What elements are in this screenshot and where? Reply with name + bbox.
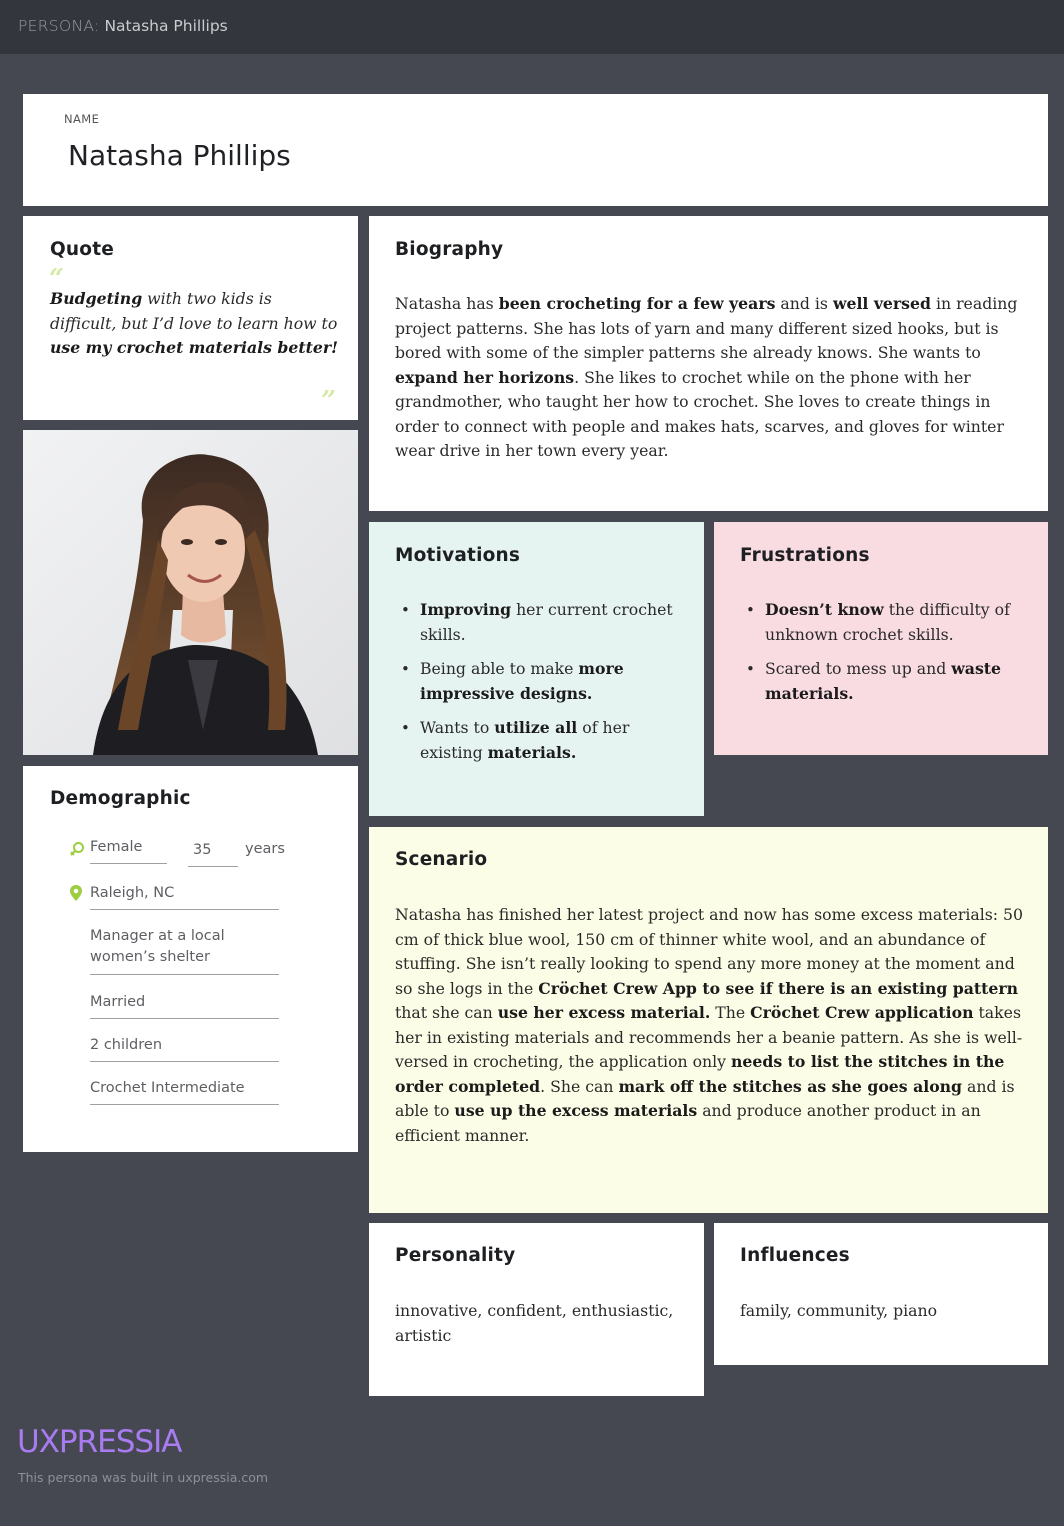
scenario-card (369, 827, 1048, 1213)
open-quote-icon: “ (49, 264, 64, 294)
name-card (23, 94, 1048, 206)
scenario-text[interactable]: Natasha has finished her latest project and now has some excess materials: 50 cm of thick blue wool, 150 cm of thinner white wool, and an abundance of stuffing. She isn’t really looking to spend any more money at the moment and so she logs in the Cröchet Crew App to see if there is an existing pattern that she can use her excess material. The Cröchet Crew application takes her in existing materials and recommends her a beanie pattern. As she is well-versed in crocheting, the application only needs to list the stitches in the order completed. She can mark off the stitches as she goes along and is able to use up the excess materials and produce another product in an efficient manner. (395, 905, 1024, 1145)
list-item[interactable]: • Being able to make more impressive designs. (395, 657, 685, 706)
biography-title: Biography (395, 239, 504, 260)
list-item[interactable]: • Doesn’t know the difficulty of unknown crochet skills. (740, 598, 1030, 647)
gender-field[interactable]: Female (90, 837, 167, 864)
name-label: NAME (64, 112, 100, 126)
location-pin-icon (69, 884, 83, 902)
motivations-title: Motivations (395, 545, 521, 566)
name-value[interactable]: Natasha Phillips (68, 139, 291, 172)
quote-card (23, 216, 358, 420)
uxpressia-logo[interactable]: UXPRESSIA (17, 1424, 182, 1460)
age-unit: years (245, 841, 285, 857)
personality-text[interactable]: innovative, confident, enthusiastic, artistic (395, 1301, 674, 1345)
list-item[interactable]: • Scared to mess up and waste materials. (740, 657, 1030, 706)
location-field[interactable]: Raleigh, NC (90, 883, 279, 910)
personality-card (369, 1223, 704, 1396)
occupation-field[interactable]: Manager at a local women’s shelter (90, 926, 279, 975)
influences-title: Influences (740, 1245, 850, 1266)
skill-level-field[interactable]: Crochet Intermediate (90, 1078, 279, 1105)
gender-icon (69, 841, 85, 857)
quote-text[interactable]: Budgeting with two kids is difficult, but I’d love to learn how to use my crochet materials better! (50, 289, 338, 357)
influences-text[interactable]: family, community, piano (740, 1301, 938, 1320)
personality-title: Personality (395, 1245, 516, 1266)
scenario-title: Scenario (395, 849, 488, 870)
frustrations-title: Frustrations (740, 545, 870, 566)
close-quote-icon: ” (321, 386, 336, 416)
demographic-card (23, 766, 358, 1152)
biography-card (369, 216, 1048, 511)
persona-portrait (23, 430, 358, 755)
marital-status-field[interactable]: Married (90, 992, 279, 1019)
biography-text[interactable]: Natasha has been crocheting for a few years and is well versed in reading project patterns. She has lots of yarn and many different sized hooks, but is bored with some of the simpler patterns she already knows. She wants to expand her horizons. She likes to crochet while on the phone with her grandmother, who taught her how to crochet. She loves to create things in order to connect with people and makes hats, scarves, and gloves for winter wear drive in her town every year. (395, 294, 1018, 460)
frustrations-list (740, 598, 1030, 716)
persona-name: Natasha Phillips (104, 17, 228, 35)
persona-photo (23, 430, 358, 755)
footer-note: This persona was built in uxpressia.com (18, 1470, 269, 1485)
quote-title: Quote (50, 239, 114, 260)
frustrations-card (714, 522, 1048, 755)
demographic-title: Demographic (50, 788, 191, 809)
motivations-list (395, 598, 685, 775)
persona-title (18, 17, 228, 35)
influences-card (714, 1223, 1048, 1365)
list-item[interactable]: • Improving her current crochet skills. (395, 598, 685, 647)
age-field[interactable]: 35 (188, 840, 238, 867)
family-field[interactable]: 2 children (90, 1035, 279, 1062)
persona-label: PERSONA: (18, 17, 100, 35)
motivations-card (369, 522, 704, 816)
list-item[interactable]: • Wants to utilize all of her existing materials. (395, 716, 685, 765)
top-bar (0, 0, 1064, 54)
